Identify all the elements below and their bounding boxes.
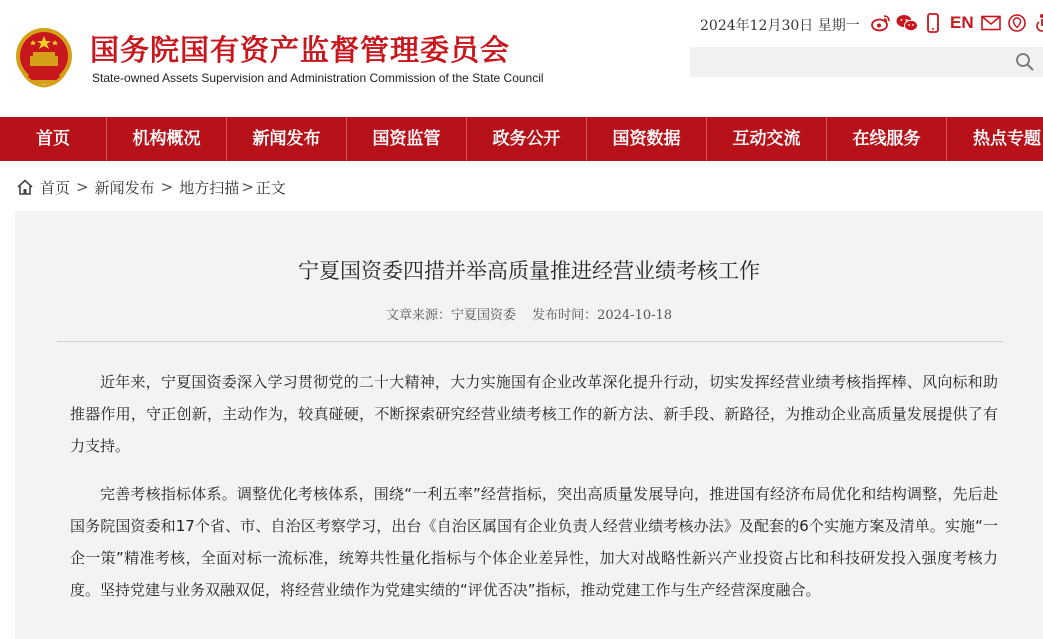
article-source: 文章来源：宁夏国资委 [385,308,516,323]
breadcrumb-separator: > [241,178,254,196]
wechat-icon[interactable] [896,12,918,34]
article-container [15,211,1043,639]
main-nav [0,117,1043,161]
mobile-icon[interactable] [922,12,944,34]
nav-item-interaction[interactable]: 互动交流 [707,117,827,161]
article-paragraph: 近年来，宁夏国资委深入学习贯彻党的二十大精神，大力实施国有企业改革深化提升行动，切实发挥经营业绩考核指挥棒、风向标和助推器作用，守正创新，主动作为，较真碰硬，不断探索研究经营业绩考核工作的新方法、新手段、新路径，为推动企业高质量发展提供了有力支持。 [70,373,998,455]
accessibility-icon[interactable] [1032,12,1043,34]
site-title[interactable]: 国务院国有资产监督管理委员会 [90,33,511,67]
weibo-icon[interactable] [870,12,892,34]
search-input[interactable] [690,47,1002,77]
breadcrumb-separator: > [160,178,174,196]
site-subtitle: State-owned Assets Supervision and Administration Commission of the State Council [92,71,544,85]
article-title: 宁夏国资委四措并举高质量推进经营业绩考核工作 [298,259,760,283]
nav-item-online-service[interactable]: 在线服务 [827,117,947,161]
nav-item-supervision[interactable]: 国资监管 [347,117,467,161]
breadcrumb-local[interactable]: 地方扫描 [179,178,240,197]
nav-item-home[interactable]: 首页 [0,117,107,161]
breadcrumb-home[interactable]: 首页 [40,178,71,197]
mail-icon[interactable] [980,12,1002,34]
national-emblem-icon[interactable] [14,26,74,88]
nav-item-organization[interactable]: 机构概况 [107,117,227,161]
breadcrumb-news[interactable]: 新闻发布 [94,178,155,197]
article-meta [15,304,1043,323]
nav-item-data[interactable]: 国资数据 [587,117,707,161]
article-publish-time: 发布时间：2024-10-18 [532,308,673,323]
site-header [0,0,1043,117]
nav-item-news[interactable]: 新闻发布 [227,117,347,161]
search-icon[interactable] [1015,52,1035,72]
breadcrumb-current: 正文 [255,178,286,197]
current-date: 2024年12月30日 星期一 [700,18,860,34]
search-box [690,47,1043,77]
nav-item-government-affairs[interactable]: 政务公开 [467,117,587,161]
breadcrumb-separator: > [76,178,89,196]
nav-item-topics[interactable]: 热点专题 [973,129,1041,149]
divider [57,341,1003,342]
top-toolbar [870,11,1043,35]
location-icon[interactable] [1006,12,1028,34]
breadcrumb [16,176,286,198]
english-link[interactable]: EN [950,13,974,32]
article-paragraph: 完善考核指标体系。调整优化考核体系，围绕“一利五率”经营指标，突出高质量发展导向，推进国有经济布局优化和结构调整，先后赴国务院国资委和17个省、市、自治区考察学习，出台《自治区属国有企业负责人经营业绩考核办法》及配套的6个实施方案及清单。实施“一企一策”精准考核，全面对标一流标准，统筹共性量化指标与个体企业差异性，加大对战略性新兴产业投资占比和科技研发投入强度考核力度。坚持党建与业务双融双促，将经营业绩作为党建实绩的“评优否决”指标，推动党建工作与生产经营深度融合。 [70,485,998,599]
home-icon [16,178,34,196]
